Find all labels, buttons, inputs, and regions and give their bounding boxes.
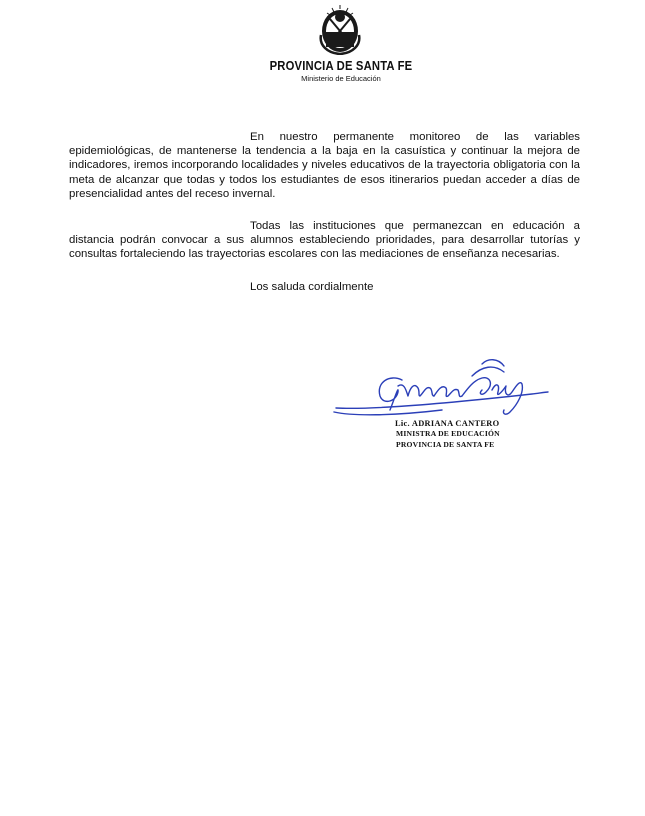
paragraph-1: En nuestro permanente monitoreo de las variables epidemiológicas, de mantenerse la tendencia a la baja en la casuística y continuar la mejora de indicadores, iremos incorporando localidades y niveles educativos de la trayectoria obligatoria con la meta de alcanzar que todas y todos los estudiantes de esos itinerarios puedan acceder a días de presencialidad antes del receso invernal. xyxy=(69,131,580,200)
signer-name: Lic. ADRIANA CANTERO xyxy=(395,419,500,428)
closing-line: Los saluda cordialmente xyxy=(250,280,374,293)
paragraph-2: Todas las instituciones que permanezcan en educación a distancia podrán convocar a sus alumnos estableciendo prioridades, para desarrollar tutorías y consultas fortaleciendo las trayectorias escolares con las mediaciones de enseñanza necesarias. xyxy=(69,220,580,261)
header-subtitle: Ministerio de Educación xyxy=(301,74,381,83)
header-title: PROVINCIA DE SANTA FE xyxy=(269,59,413,73)
coat-of-arms-icon xyxy=(317,3,363,55)
letter-body xyxy=(69,130,580,294)
signer-role: MINISTRA DE EDUCACIÓN xyxy=(396,429,500,439)
handwritten-signature xyxy=(332,352,550,422)
signer-organization: PROVINCIA DE SANTA FE xyxy=(396,439,495,449)
signature-block xyxy=(396,419,500,450)
